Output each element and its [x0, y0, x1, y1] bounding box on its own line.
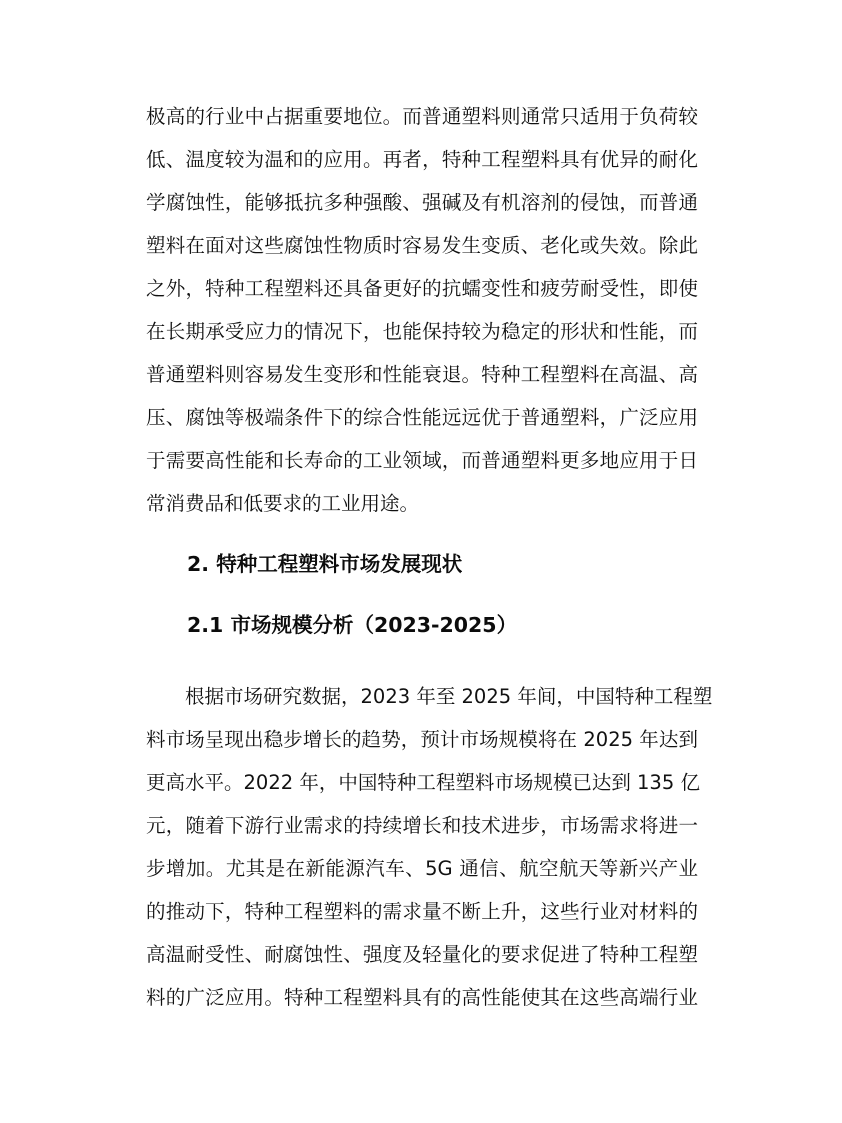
section-heading: 2. 特种工程塑料市场发展现状: [187, 552, 463, 576]
paragraph-line: 步增加。尤其是在新能源汽车、5G 通信、航空航天等新兴产业: [146, 857, 698, 880]
paragraph-line: 高温耐受性、耐腐蚀性、强度及轻量化的要求促进了特种工程塑: [146, 943, 698, 966]
paragraph-line: 学腐蚀性，能够抵抗多种强酸、强碱及有机溶剂的侵蚀，而普通: [146, 191, 698, 214]
paragraph-line: 料的广泛应用。特种工程塑料具有的高性能使其在这些高端行业: [146, 986, 698, 1009]
paragraph-line: 元，随着下游行业需求的持续增长和技术进步，市场需求将进一: [146, 814, 698, 837]
paragraph-line: 常消费品和低要求的工业用途。: [146, 492, 420, 515]
subsection-heading: 2.1 市场规模分析（2023-2025）: [187, 613, 518, 637]
paragraph-line: 普通塑料则容易发生变形和性能衰退。特种工程塑料在高温、高: [146, 363, 698, 386]
paragraph-line: 低、温度较为温和的应用。再者，特种工程塑料具有优异的耐化: [146, 148, 698, 171]
paragraph-line: 极高的行业中占据重要地位。而普通塑料则通常只适用于负荷较: [146, 105, 698, 128]
paragraph-line: 在长期承受应力的情况下，也能保持较为稳定的形状和性能，而: [146, 320, 698, 343]
paragraph-line: 之外，特种工程塑料还具备更好的抗蠕变性和疲劳耐受性，即使: [146, 277, 698, 300]
paragraph-line: 料市场呈现出稳步增长的趋势，预计市场规模将在 2025 年达到: [146, 728, 698, 751]
paragraph-line: 于需要高性能和长寿命的工业领域，而普通塑料更多地应用于日: [146, 449, 698, 472]
paragraph-line: 压、腐蚀等极端条件下的综合性能远远优于普通塑料，广泛应用: [146, 406, 698, 429]
paragraph-line: 的推动下，特种工程塑料的需求量不断上升，这些行业对材料的: [146, 900, 698, 923]
paragraph-line: 塑料在面对这些腐蚀性物质时容易发生变质、老化或失效。除此: [146, 234, 698, 257]
paragraph-line: 更高水平。2022 年，中国特种工程塑料市场规模已达到 135 亿: [146, 771, 700, 794]
paragraph-line: 根据市场研究数据，2023 年至 2025 年间，中国特种工程塑: [146, 685, 713, 708]
